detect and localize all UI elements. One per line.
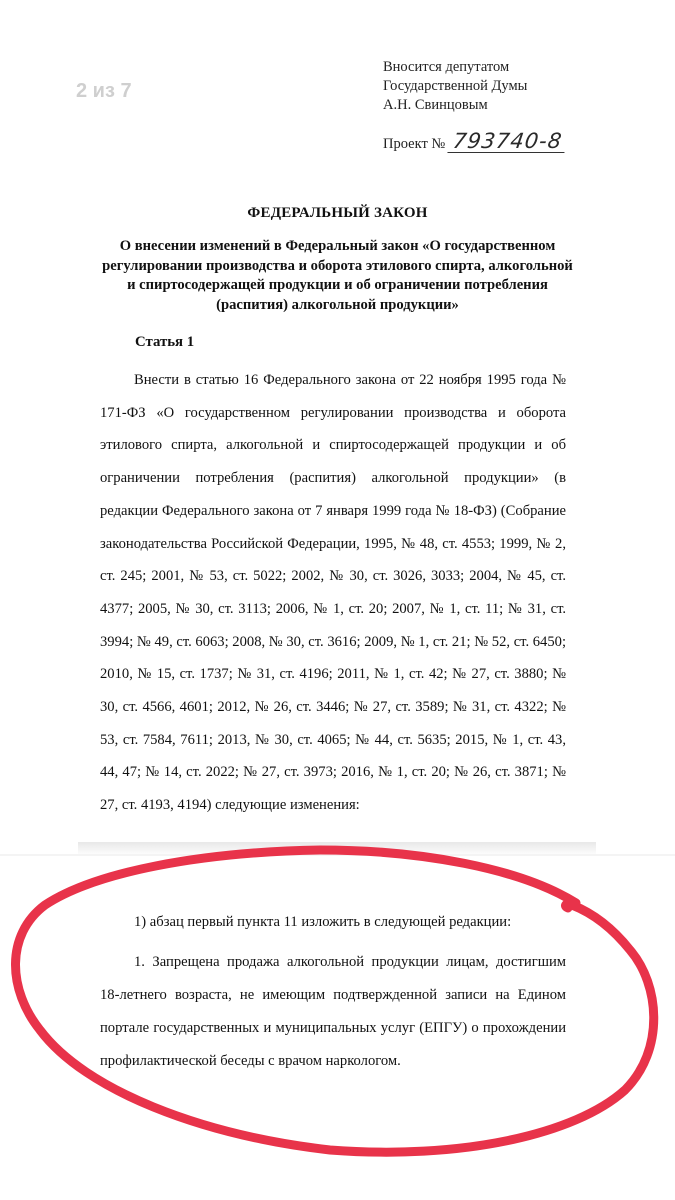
document-kind: ФЕДЕРАЛЬНЫЙ ЗАКОН <box>247 205 428 221</box>
submitter-line-1: Вносится депутатом <box>383 59 510 75</box>
article-heading: Статья 1 <box>135 334 195 350</box>
submitter-line-3: А.Н. Свинцовым <box>383 97 488 113</box>
amendment-text: 1. Запрещена продажа алкогольной продукции лицам, достигшим 18-летнего возраста, не имеющим подтвержденной записи на Едином портале государственных и муниципальных услуг (ЕПГУ) о прохождении профилактической беседы с врачом наркологом. <box>100 954 566 1069</box>
article-body: Внести в статью 16 Федерального закона от 22 ноября 1995 года № 171-ФЗ «О государственном регулировании производства и оборота этилового спирта, алкогольной и спиртосодержащей продукции и об ограничении потребления (распития) алкогольной продукции» (в редакции Федерального закона от 7 января 1999 года № 18-ФЗ) (Собрание законодательства Российской Федерации, 1995, № 48, ст. 4553; 1999, № 2, ст. 245; 2001, № 53, ст. 5022; 2002, № 30, ст. 3026, 3033; 2004, № 45, ст. 4377; 2005, № 30, ст. 3113; 2006, № 1, ст. 20; 2007, № 1, ст. 11; № 31, ст. 3994; № 49, ст. 6063; 2008, № 30, ст. 3616; 2009, № 1, ст. 21; № 52, ст. 6450; 2010, № 15, ст. 1737; № 31, ст. 4196; 2011, № 1, ст. 42; № 27, ст. 3880; № 30, ст. 4566, 4601; 2012, № 26, ст. 3446; № 27, ст. 3589; № 31, ст. 4322; № 53, ст. 7584, 7611; 2013, № 30, ст. 4065; № 44, ст. 5635; 2015, № 1, ст. 43, 44, 47; № 14, ст. 2022; № 27, ст. 3973; 2016, № 1, ст. 20; № 26, ст. 3871; № 27, ст. 4193, 4194) следующие изменения: <box>100 372 566 814</box>
submitter-line-2: Государственной Думы <box>383 78 528 94</box>
document-title: О внесении изменений в Федеральный закон «О государственном регулировании производства и оборота этилового спирта, алкогольной и спиртосодержащей продукции и об ограничении потребления (распития) алкогольной продукции» <box>102 238 573 313</box>
page-counter: 2 из 7 <box>76 80 132 102</box>
page-divider <box>0 854 675 856</box>
project-line <box>383 130 566 153</box>
project-number-handwritten: 793740-8 <box>448 130 568 153</box>
project-label: Проект № <box>383 136 446 152</box>
amendment-point: 1) абзац первый пункта 11 изложить в следующей редакции: <box>134 914 512 930</box>
submitter-block <box>383 58 527 115</box>
